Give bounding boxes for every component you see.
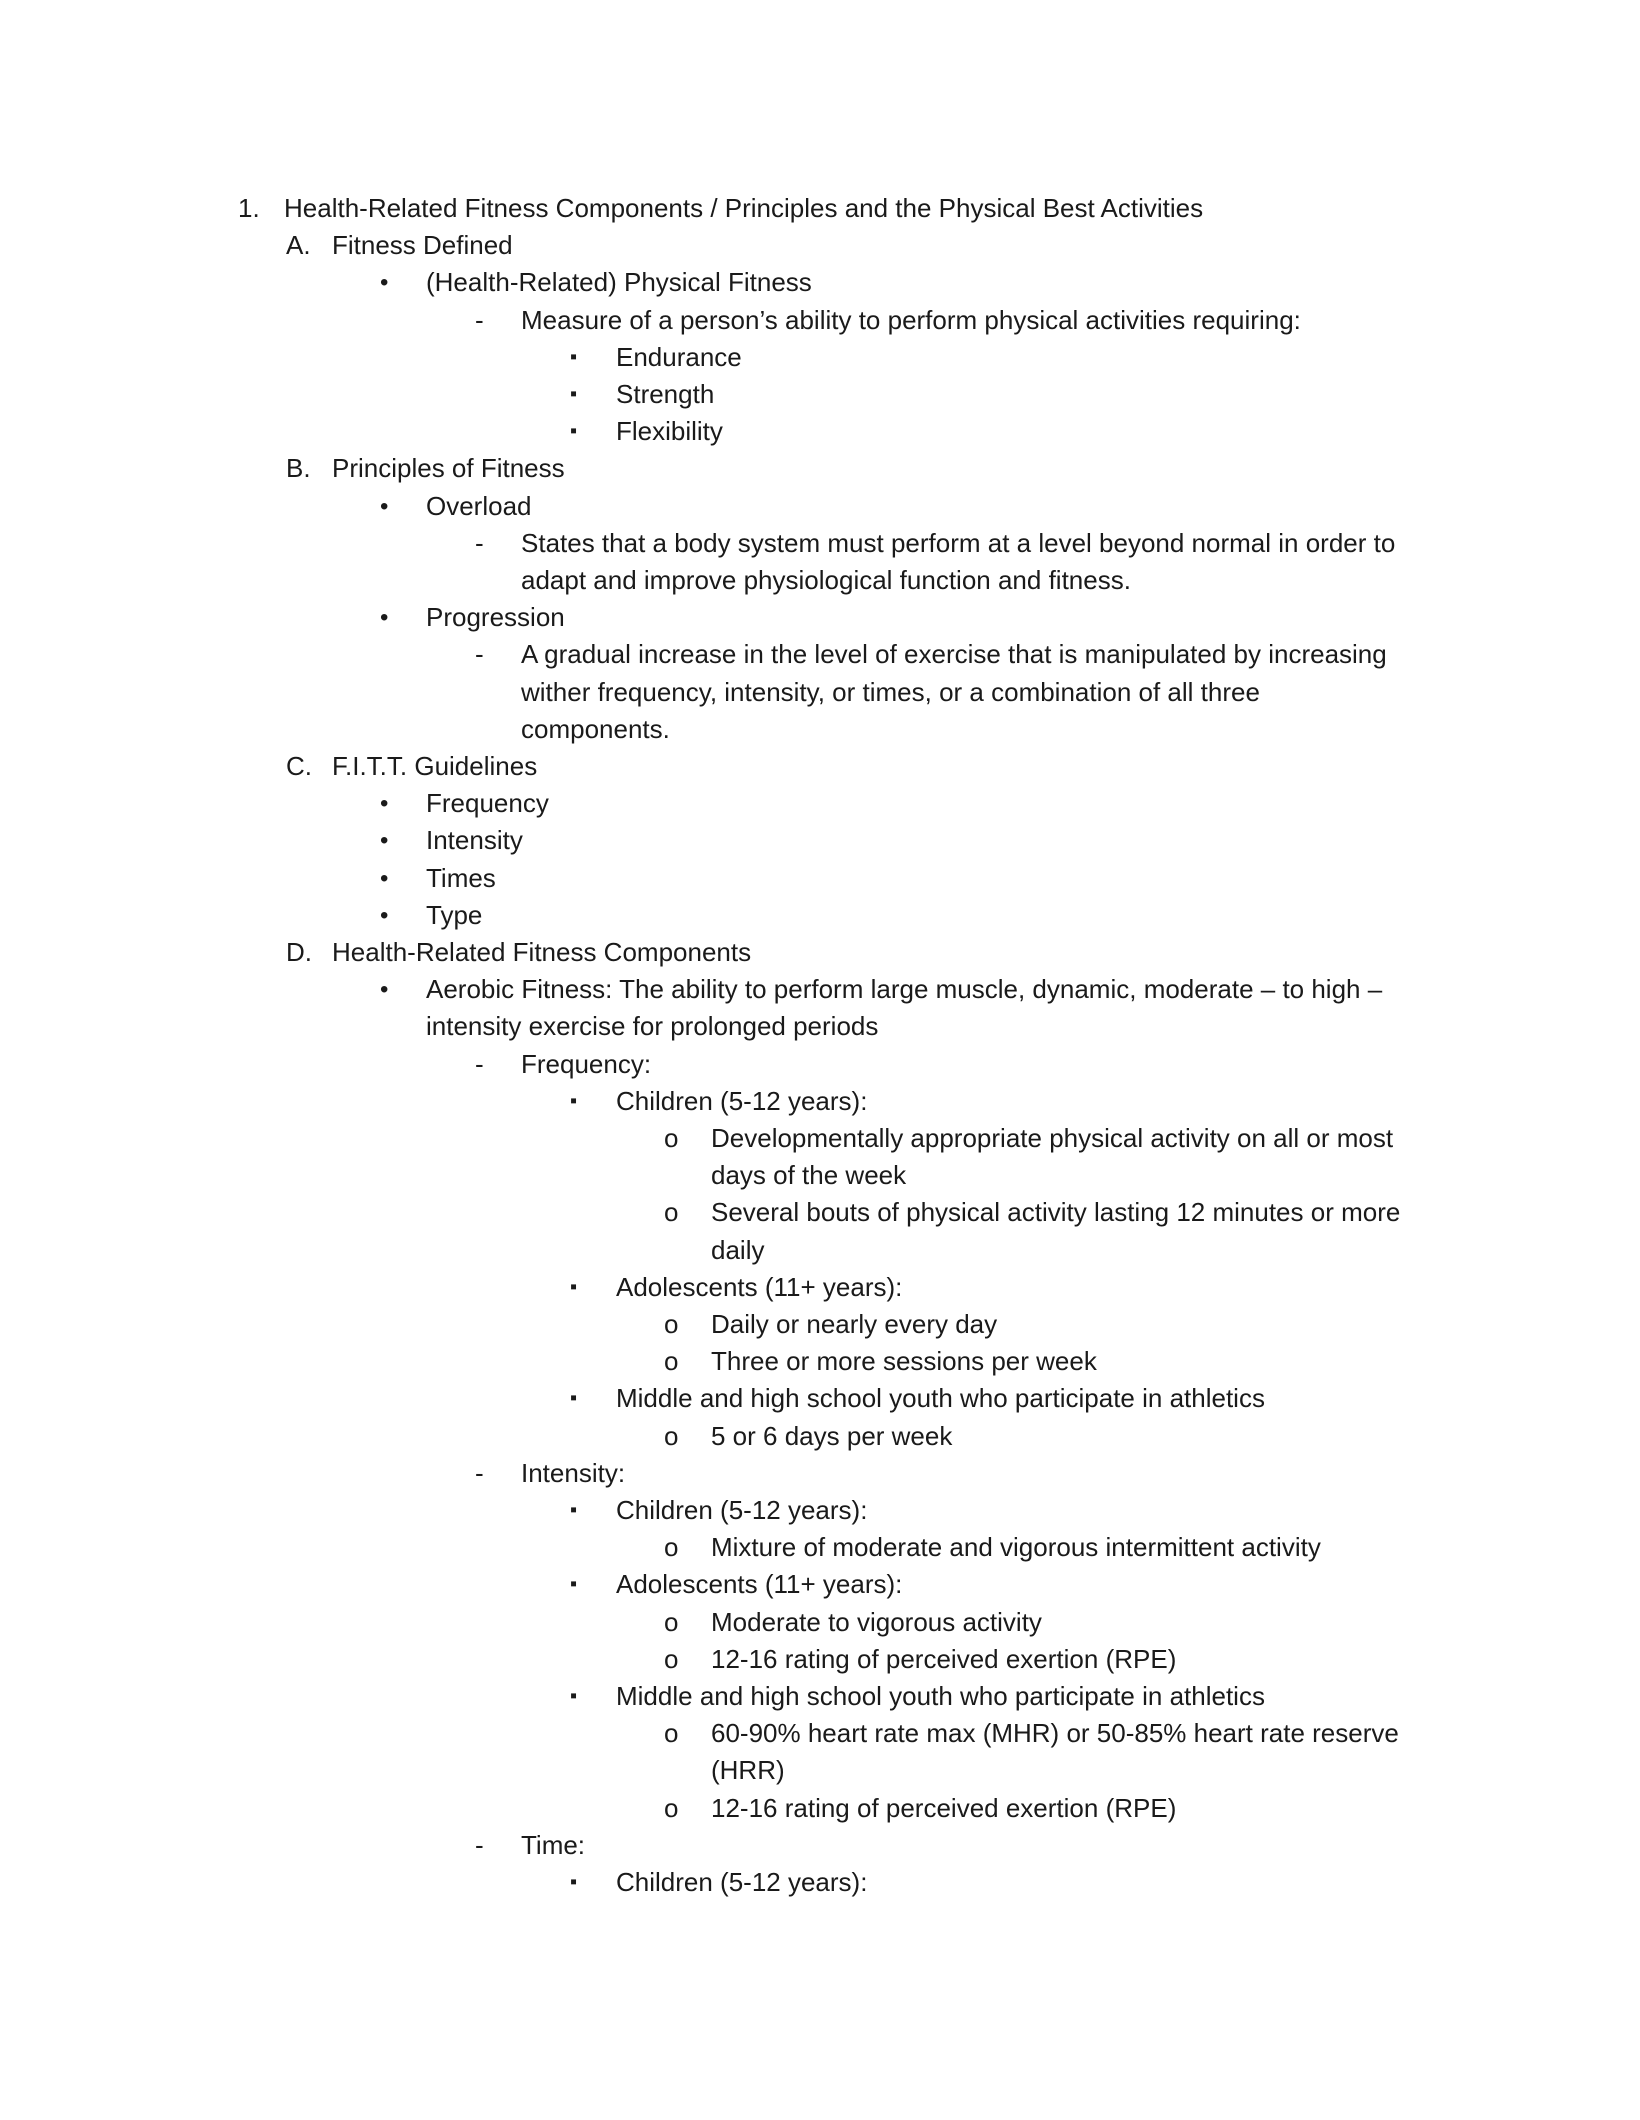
outline-item-text: Health-Related Fitness Components / Principles and the Physical Best Activities (284, 193, 1204, 223)
outline-item-text: Three or more sessions per week (711, 1346, 1097, 1377)
outline-line (0, 1343, 1640, 1380)
outline-line (0, 1641, 1640, 1678)
outline-line (0, 1604, 1640, 1641)
outline-item-text: 60-90% heart rate max (MHR) or 50-85% heart rate reserve (711, 1718, 1399, 1749)
outline-item-text: Time: (521, 1829, 586, 1860)
outline-line (0, 525, 1640, 562)
outline-line (0, 1194, 1640, 1231)
outline-item-text: A gradual increase in the level of exercise that is manipulated by increasing (521, 639, 1387, 670)
circle-o-marker: o (664, 1197, 679, 1228)
outline-letter-marker: A. (286, 230, 311, 261)
bullet-marker: • (380, 976, 389, 1004)
square-bullet-marker: ▪ (570, 1387, 578, 1410)
outline-line (0, 1083, 1640, 1120)
outline-line (0, 934, 1640, 971)
outline-item-text: adapt and improve physiological function and fitness. (521, 565, 1131, 595)
outline-item-text: Children (5-12 years): (616, 1495, 868, 1525)
bullet-marker: • (380, 604, 389, 632)
bullet-marker: • (380, 269, 389, 297)
bullet-marker: • (380, 492, 389, 520)
outline-item-text: Flexibility (616, 416, 723, 447)
outline-item-text: Middle and high school youth who participate in athletics (616, 1681, 1265, 1711)
outline-item-text: (Health-Related) Physical Fitness (426, 267, 812, 298)
circle-o-marker: o (664, 1792, 679, 1823)
outline-line (0, 562, 1640, 599)
square-bullet-marker: ▪ (570, 345, 578, 368)
outline-line (0, 1827, 1640, 1864)
circle-o-marker: o (664, 1643, 679, 1674)
outline-line (0, 1380, 1640, 1417)
outline-line (0, 674, 1640, 711)
bullet-marker: • (380, 864, 389, 892)
outline-line (0, 1790, 1640, 1827)
outline-item-text: 12-16 rating of perceived exertion (RPE) (711, 1643, 1177, 1674)
outline-letter-marker: C. (286, 751, 312, 781)
outline-line (0, 302, 1640, 339)
bullet-marker: • (380, 827, 389, 855)
dash-marker: - (475, 527, 484, 558)
outline-item-text: (HRR) (711, 1755, 785, 1786)
outline-item-text: F.I.T.T. Guidelines (332, 751, 538, 781)
square-bullet-marker: ▪ (570, 383, 578, 405)
outline-line (0, 450, 1640, 487)
square-bullet-marker: ▪ (570, 1573, 578, 1596)
outline-line (0, 1492, 1640, 1529)
outline-line (0, 897, 1640, 934)
outline-item-text: Moderate to vigorous activity (711, 1606, 1042, 1637)
outline-line (0, 971, 1640, 1008)
circle-o-marker: o (664, 1346, 679, 1377)
outline-line (0, 264, 1640, 301)
outline-line (0, 1864, 1640, 1901)
square-bullet-marker: ▪ (570, 1089, 578, 1112)
outline-line (0, 599, 1640, 636)
outline-letter-marker: B. (286, 453, 311, 484)
outline-line (0, 1232, 1640, 1269)
outline-item-text: Frequency (426, 788, 549, 819)
outline-line (0, 636, 1640, 673)
outline-item-text: Measure of a person’s ability to perform physical activities requiring: (521, 304, 1301, 335)
outline-line (0, 1715, 1640, 1752)
outline-line (0, 860, 1640, 897)
square-bullet-marker: ▪ (570, 420, 578, 443)
dash-marker: - (475, 1829, 484, 1860)
circle-o-marker: o (664, 1718, 679, 1749)
outline-item-text: Frequency: (521, 1048, 652, 1079)
outline-item-text: components. (521, 713, 670, 744)
outline-item-text: days of the week (711, 1160, 907, 1191)
bullet-marker: • (380, 901, 389, 929)
outline-line (0, 1157, 1640, 1194)
outline-line (0, 488, 1640, 525)
outline-line (0, 339, 1640, 376)
outline-line (0, 1455, 1640, 1492)
outline-item-text: 5 or 6 days per week (711, 1420, 953, 1451)
outline-line (0, 1046, 1640, 1083)
outline-line (0, 227, 1640, 264)
circle-o-marker: o (664, 1123, 679, 1153)
outline-item-text: Adolescents (11+ years): (616, 1569, 903, 1600)
outline-item-text: Middle and high school youth who participate in athletics (616, 1383, 1265, 1414)
square-bullet-marker: ▪ (570, 1499, 578, 1521)
outline-item-text: Progression (426, 602, 565, 633)
outline-line (0, 376, 1640, 413)
outline-item-text: daily (711, 1234, 765, 1265)
outline-line (0, 1269, 1640, 1306)
outline-item-text: Developmentally appropriate physical activity on all or most (711, 1123, 1394, 1153)
outline-item-text: Overload (426, 490, 532, 521)
outline-item-text: Principles of Fitness (332, 453, 565, 484)
outline-item-text: 12-16 rating of perceived exertion (RPE) (711, 1792, 1177, 1823)
outline-item-text: Strength (616, 379, 715, 409)
bullet-marker: • (380, 790, 389, 818)
circle-o-marker: o (664, 1606, 679, 1637)
outline-item-text: Adolescents (11+ years): (616, 1271, 903, 1302)
circle-o-marker: o (664, 1309, 679, 1339)
outline-item-text: Times (426, 862, 496, 893)
outline-line (0, 822, 1640, 859)
outline-item-text: Daily or nearly every day (711, 1309, 998, 1339)
outline-line (0, 1008, 1640, 1045)
outline-line (0, 1120, 1640, 1157)
outline-item-text: Several bouts of physical activity lasting 12 minutes or more (711, 1197, 1401, 1228)
outline-line (0, 190, 1640, 227)
circle-o-marker: o (664, 1532, 679, 1563)
outline-item-text: Aerobic Fitness: The ability to perform large muscle, dynamic, moderate – to high – (426, 974, 1383, 1005)
outline-letter-marker: D. (286, 937, 312, 967)
outline-number-marker: 1. (238, 193, 260, 223)
outline-line (0, 748, 1640, 785)
square-bullet-marker: ▪ (570, 1871, 578, 1893)
dash-marker: - (475, 639, 484, 670)
outline-item-text: Endurance (616, 341, 742, 372)
outline-line (0, 1752, 1640, 1789)
dash-marker: - (475, 304, 484, 335)
outline-item-text: States that a body system must perform at a level beyond normal in order to (521, 527, 1396, 558)
outline-item-text: Type (426, 899, 483, 930)
dash-marker: - (475, 1457, 484, 1488)
outline-item-text: Intensity (426, 825, 523, 856)
outline-line (0, 1306, 1640, 1343)
circle-o-marker: o (664, 1420, 679, 1451)
outline-item-text: Children (5-12 years): (616, 1085, 868, 1116)
outline-line (0, 1418, 1640, 1455)
square-bullet-marker: ▪ (570, 1685, 578, 1707)
outline-item-text: Health-Related Fitness Components (332, 937, 752, 967)
outline-line (0, 785, 1640, 822)
dash-marker: - (475, 1048, 484, 1079)
outline-line (0, 1529, 1640, 1566)
outline-item-text: Children (5-12 years): (616, 1867, 868, 1897)
outline-line (0, 1566, 1640, 1603)
outline-line (0, 711, 1640, 748)
outline-item-text: intensity exercise for prolonged periods (426, 1011, 879, 1042)
outline-item-text: Fitness Defined (332, 230, 513, 261)
outline-line (0, 413, 1640, 450)
outline-item-text: wither frequency, intensity, or times, or a combination of all three (521, 676, 1260, 707)
outline-item-text: Intensity: (521, 1457, 626, 1488)
outline-line (0, 1678, 1640, 1715)
square-bullet-marker: ▪ (570, 1275, 578, 1298)
outline-item-text: Mixture of moderate and vigorous intermittent activity (711, 1532, 1321, 1563)
